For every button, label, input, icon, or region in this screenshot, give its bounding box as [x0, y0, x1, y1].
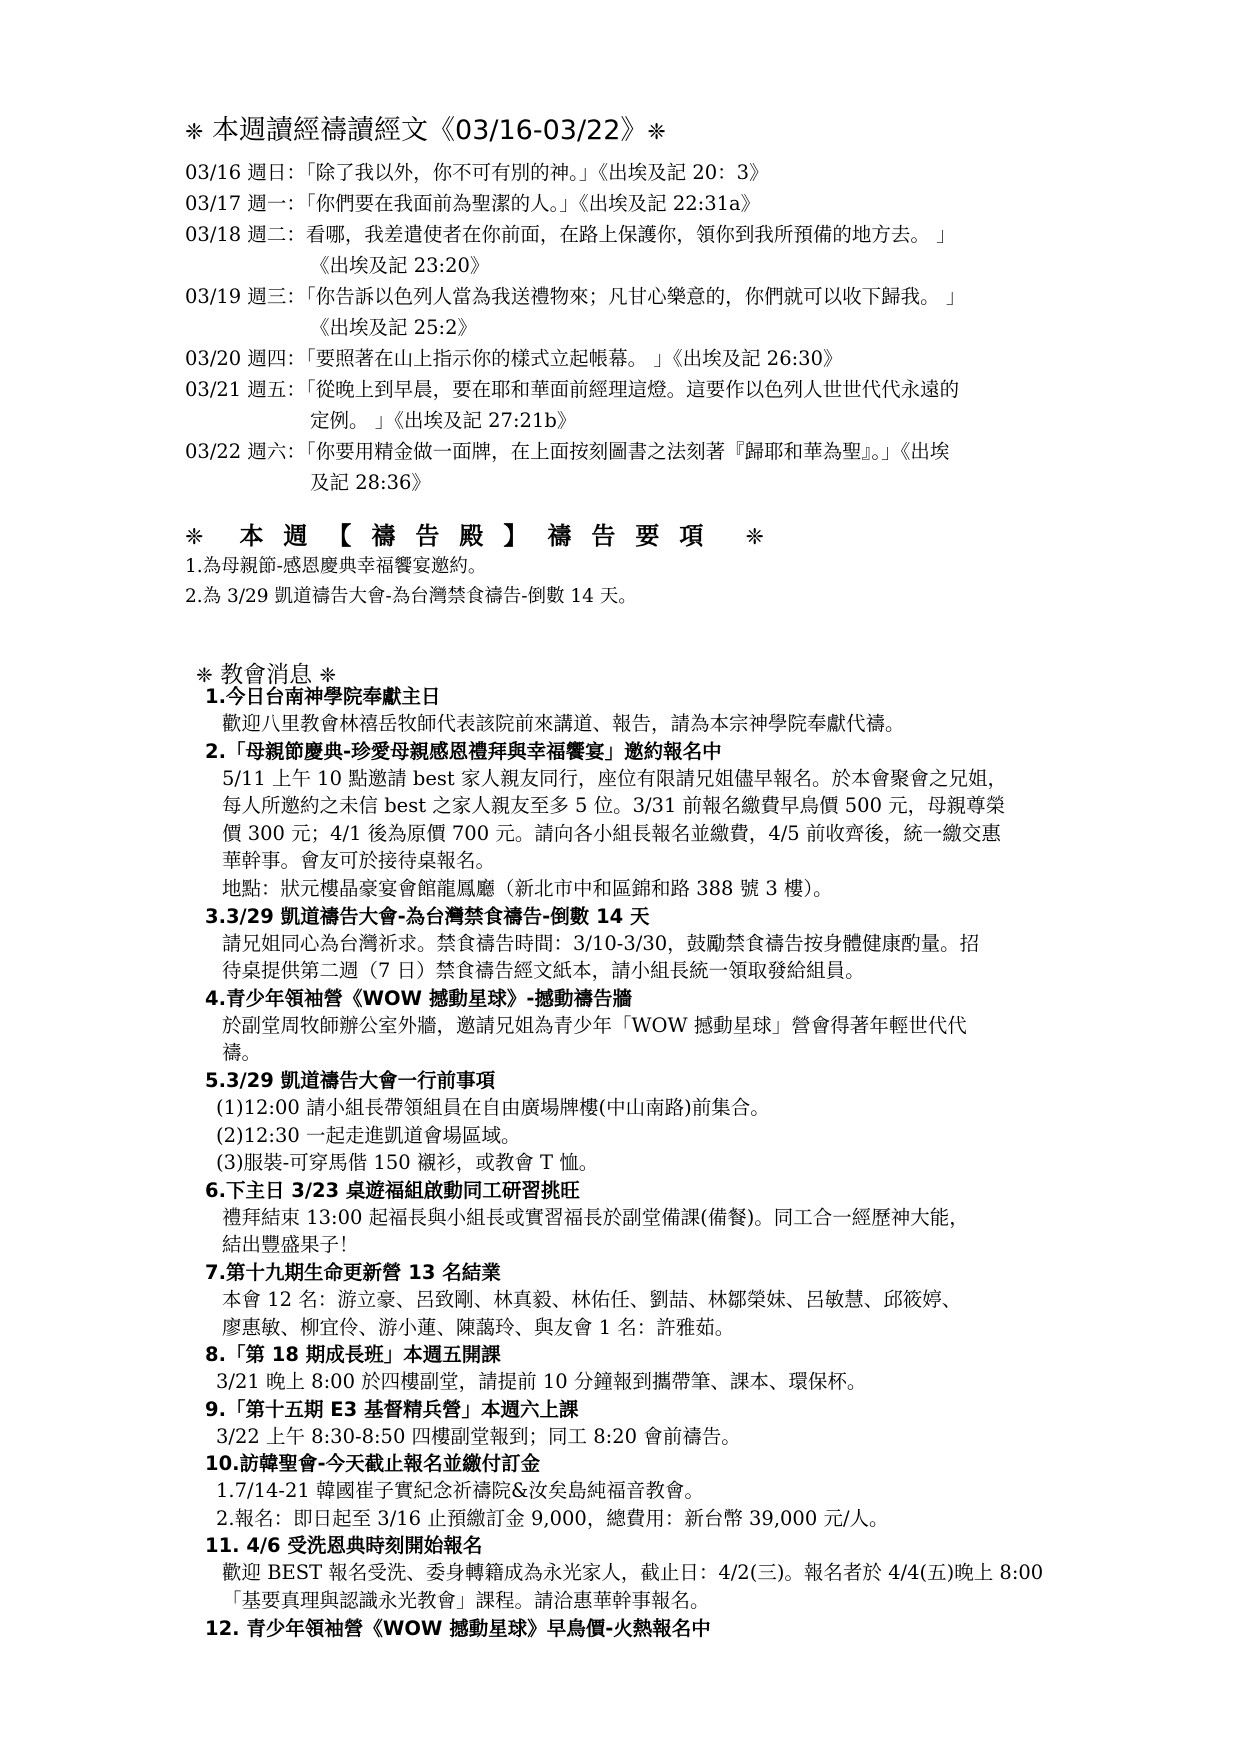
news-item-body-line: 5/11 上午 10 點邀請 best 家人親友同行，座位有限請兄姐儘早報名。於本會聚會之兄姐，: [222, 766, 1007, 790]
news-item-body-line: 待桌提供第二週（7 日）禁食禱告經文紙本，請小組長統一領取發給組員。: [222, 959, 865, 983]
flower-ornament-icon: ❈: [745, 525, 764, 550]
news-item-title: 5.3/29 凱道禱告大會一行前事項: [205, 1068, 496, 1092]
prayer-hall-title: 本週【禱告殿】禱告要項: [239, 522, 724, 550]
verse-line: 03/20 週四：「要照著在山上指示你的樣式立起帳幕。 」《出埃及記 26:30》: [185, 347, 843, 370]
prayer-item: 2.為 3/29 凱道禱告大會-為台灣禁食禱告-倒數 14 天。: [185, 586, 637, 607]
news-item: [205, 903, 1105, 985]
news-item-body-line: 3/21 晚上 8:00 於四樓副堂，請提前 10 分鐘報到攜帶筆、課本、環保杯。: [216, 1370, 867, 1394]
verse-line: 03/18 週二：看哪，我差遣使者在你前面，在路上保護你，領你到我所預備的地方去。 」: [185, 223, 956, 246]
verse-item: [185, 219, 956, 281]
news-item: [205, 738, 1105, 903]
prayer-hall-heading: [185, 516, 795, 551]
verse-item: [185, 157, 769, 188]
verse-line: 03/21 週五：「從晚上到早晨，要在耶和華面前經理這燈。這要作以色列人世世代代永遠的: [185, 378, 960, 401]
news-item-body-line: 結出豐盛果子！: [222, 1233, 359, 1257]
news-item-body-line: 歡迎 BEST 報名受洗、委身轉籍成為永光家人，截止日：4/2(三)。報名者於 4/4(五)晚上 8:00: [222, 1561, 1044, 1585]
verse-line: 03/22 週六：「你要用精金做一面牌，在上面按刻圖書之法刻著『歸耶和華為聖』。」《出埃: [185, 440, 950, 463]
news-item-body-line: (1)12:00 請小組長帶領組員在自由廣場牌樓(中山南路)前集合。: [216, 1095, 770, 1119]
weekly-reading-heading: [185, 108, 666, 147]
news-item-title: 11. 4/6 受洗恩典時刻開始報名: [205, 1534, 483, 1558]
news-item-title: 12. 青少年領袖營《WOW 撼動星球》早鳥價-火熱報名中: [205, 1616, 711, 1640]
news-item-title: 9.「第十五期 E3 基督精兵營」本週六上課: [205, 1397, 579, 1421]
news-item-body-line: 廖惠敏、柳宜伶、游小蓮、陳藹玲、與友會 1 名：許雅茹。: [222, 1315, 735, 1339]
flower-ornament-icon: ❈: [319, 663, 337, 687]
news-item-title: 10.訪韓聖會-今天截止報名並繳付訂金: [205, 1452, 541, 1476]
news-item-body-line: 禱。: [222, 1041, 262, 1065]
news-item: [205, 1259, 1105, 1341]
news-item-body-line: 2.報名：即日起至 3/16 止預繳訂金 9,000，總費用：新台幣 39,000 元/人。: [216, 1506, 889, 1530]
verse-item: [185, 436, 949, 498]
verse-item: [185, 281, 965, 343]
prayer-item: 1.為母親節-感恩慶典幸福饗宴邀約。: [185, 556, 487, 577]
church-news-title: 教會消息: [220, 662, 313, 688]
verse-line-continued: 《出埃及記 25:2》: [310, 316, 477, 339]
news-item-body-line: 歡迎八里教會林禧岳牧師代表該院前來講道、報告，請為本宗神學院奉獻代禱。: [222, 712, 905, 735]
news-item: [205, 683, 1105, 738]
news-item-body-line: 本會 12 名：游立豪、呂致剛、林真毅、林佑任、劉喆、林鄒榮妹、呂敏慧、邱筱婷、: [222, 1287, 962, 1311]
church-news-list: [205, 683, 1105, 1642]
news-item-body-line: 於副堂周牧師辦公室外牆，邀請兄姐為青少年「WOW 撼動星球」營會得著年輕世代代: [222, 1013, 967, 1037]
news-item: [205, 1450, 1105, 1532]
news-item-title: 3.3/29 凱道禱告大會-為台灣禁食禱告-倒數 14 天: [205, 904, 650, 928]
news-item: [205, 985, 1105, 1067]
news-item-title: 2.「母親節慶典-珍愛母親感恩禮拜與幸福饗宴」邀約報名中: [205, 739, 722, 763]
news-item-body-line: 3/22 上午 8:30-8:50 四樓副堂報到；同工 8:20 會前禱告。: [216, 1424, 741, 1448]
news-item-body-line: 「基要真理與認識永光教會」課程。請洽惠華幹事報名。: [222, 1589, 710, 1613]
news-item: [205, 1396, 1105, 1451]
verse-line-continued: 定例。 」《出埃及記 27:21b》: [310, 409, 577, 432]
verse-line: 03/16 週日：「除了我以外，你不可有別的神。」《出埃及記 20：3》: [185, 161, 769, 184]
verse-line-continued: 《出埃及記 23:20》: [310, 254, 490, 277]
news-item-body-line: 價 300 元；4/1 後為原價 700 元。請向各小組長報名並繳費，4/5 前收齊後，統一繳交惠: [222, 821, 1001, 845]
news-item-title: 4.青少年領袖營《WOW 撼動星球》-撼動禱告牆: [205, 986, 632, 1010]
flower-ornament-icon: ❈: [185, 120, 204, 145]
news-item-title: 8.「第 18 期成長班」本週五開課: [205, 1343, 501, 1367]
news-item: [205, 1067, 1105, 1177]
verse-line: 03/19 週三：「你告訴以色列人當為我送禮物來；凡甘心樂意的，你們就可以收下歸我。 」: [185, 285, 966, 308]
news-item: [205, 1341, 1105, 1396]
news-item-body-line: 請兄姐同心為台灣祈求。禁食禱告時間：3/10-3/30，鼓勵禁食禱告按身體健康酌量。招: [222, 931, 980, 955]
flower-ornament-icon: ❈: [647, 120, 666, 145]
flower-ornament-icon: ❈: [196, 663, 213, 687]
verse-item: [185, 343, 843, 374]
news-item-body-line: 1.7/14-21 韓國崔子實紀念祈禱院&汝矣島純福音教會。: [216, 1479, 704, 1503]
news-item-body-line: 華幹事。會友可於接待桌報名。: [222, 849, 496, 873]
flower-ornament-icon: ❈: [185, 525, 204, 550]
news-item-body-line: 每人所邀約之未信 best 之家人親友至多 5 位。3/31 前報名繳費早鳥價 500 元，母親尊榮: [222, 794, 1006, 818]
news-item: [205, 1177, 1105, 1259]
verse-item: [185, 188, 760, 219]
news-item-title: 6.下主日 3/23 桌遊福組啟動同工研習挑旺: [205, 1178, 580, 1202]
news-item-body-line: 地點：狀元樓晶豪宴會館龍鳳廳（新北市中和區錦和路 388 號 3 樓）。: [222, 876, 833, 900]
verse-line: 03/17 週一：「你們要在我面前為聖潔的人。」《出埃及記 22:31a》: [185, 192, 761, 215]
news-item-body-line: 禮拜結束 13:00 起福長與小組長或實習福長於副堂備課(備餐)。同工合一經歷神大能，: [222, 1205, 969, 1229]
news-item: [205, 1532, 1105, 1614]
news-item: [205, 1615, 1105, 1642]
verse-item: [185, 374, 959, 436]
weekly-reading-title: 本週讀經禱讀經文《03/16-03/22》: [212, 115, 648, 146]
news-item-title: 7.第十九期生命更新營 13 名結業: [205, 1260, 501, 1284]
news-item-body-line: (2)12:30 一起走進凱道會場區域。: [216, 1123, 521, 1147]
news-item-body-line: (3)服裝-可穿馬偕 150 襯衫，或教會 T 恤。: [216, 1151, 599, 1175]
verse-line-continued: 及記 28:36》: [310, 471, 431, 494]
news-item-title: 1.今日台南神學院奉獻主日: [205, 685, 441, 708]
